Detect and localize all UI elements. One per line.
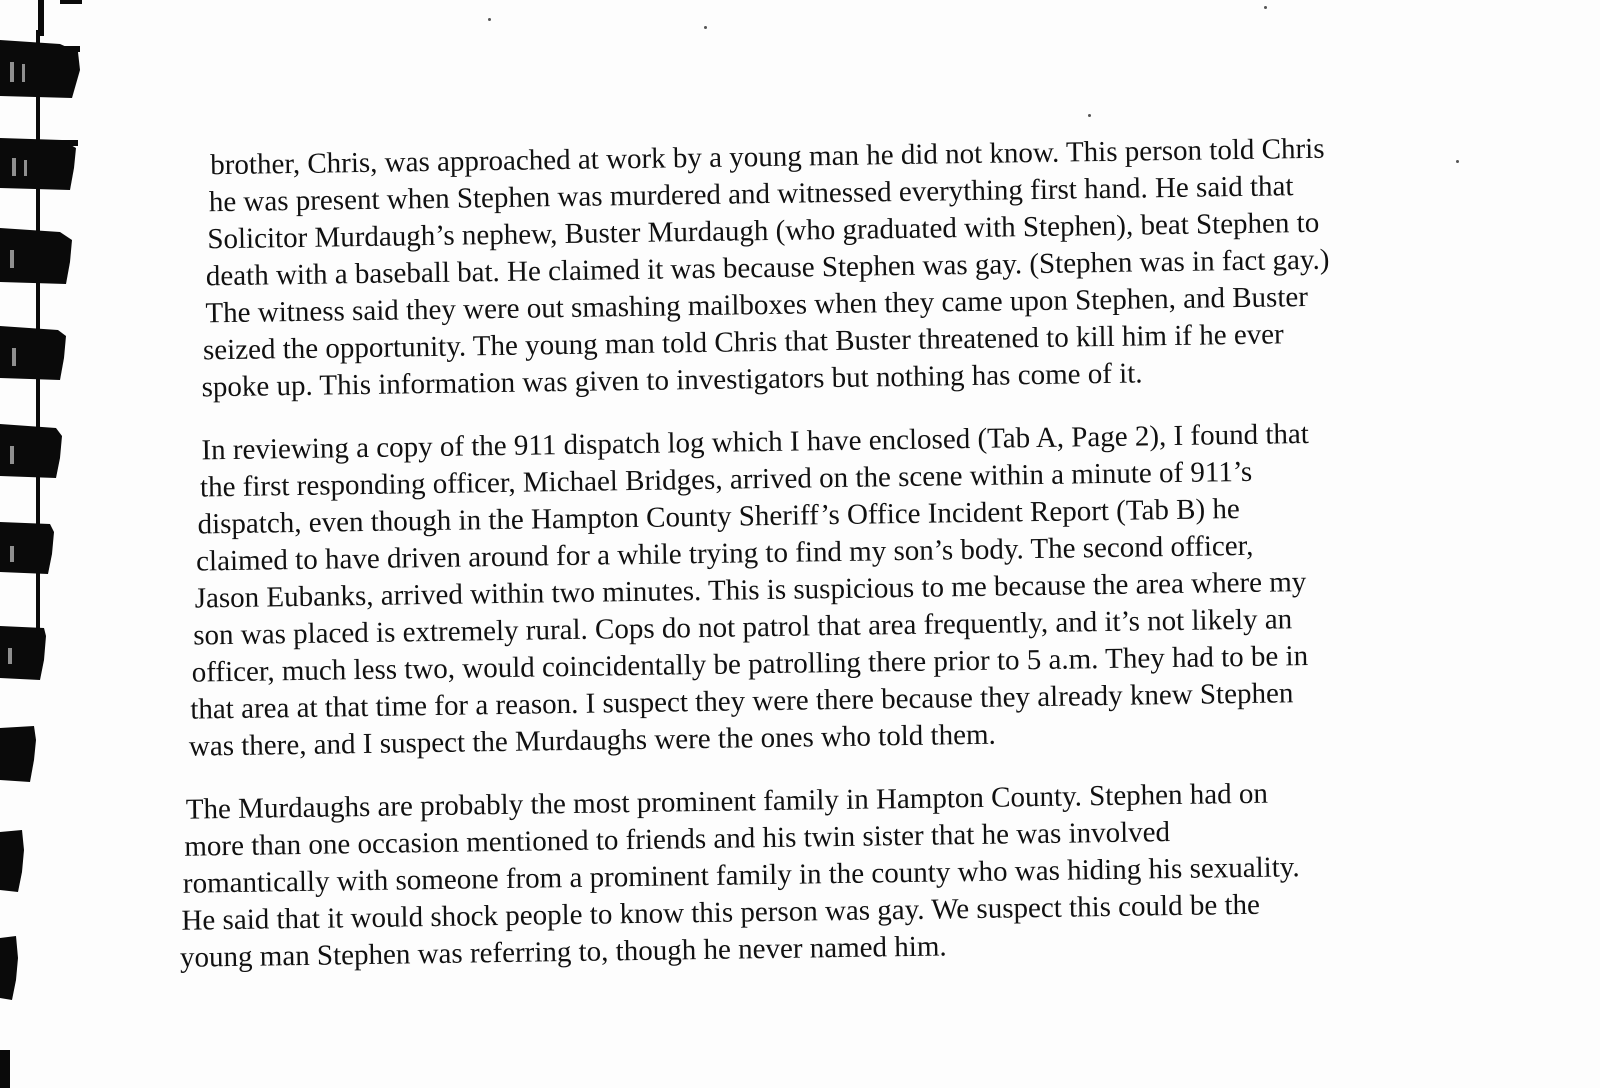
scan-speck — [1088, 114, 1091, 117]
text-line: dispatch, even though in the Hampton County Sheriff’s Office Incident Report (Tab B) he — [197, 493, 1240, 541]
text-line: officer, much less two, would coincidentally be patrolling there prior to 5 a.m. They had to be in — [191, 640, 1309, 689]
text-line: The witness said they were out smashing mailboxes when they came upon Stephen, and Buster — [205, 280, 1309, 330]
text-line: The Murdaughs are probably the most prominent family in Hampton County. Stephen had on — [185, 777, 1269, 826]
text-line: more than one occasion mentioned to friends and his twin sister that he was involved — [184, 816, 1171, 863]
text-line: that area at that time for a reason. I suspect they were there because they already knew Stephen — [190, 677, 1294, 726]
text-line: claimed to have driven around for a while trying to find my son’s body. The second officer, — [195, 529, 1254, 578]
scan-speck — [488, 18, 491, 21]
text-line: He said that it would shock people to know this person was gay. We suspect this could be the — [181, 888, 1261, 937]
text-line: spoke up. This information was given to investigators but nothing has come of it. — [201, 357, 1143, 404]
paragraph — [164, 414, 1469, 766]
text-line: seized the opportunity. The young man told Chris that Buster threatened to kill him if he ever — [202, 318, 1284, 367]
scan-speck — [704, 26, 707, 29]
text-line: romantically with someone from a prominent family in the county who was hiding his sexuality. — [182, 851, 1300, 900]
text-line: Solicitor Murdaugh’s nephew, Buster Murdaugh (who graduated with Stephen), beat Stephen to — [207, 206, 1320, 256]
text-line: the first responding officer, Michael Bridges, arrived on the scene within a minute of 911’s — [199, 455, 1253, 504]
text-line: son was placed is extremely rural. Cops do not patrol that area frequently, and it’s not likely an — [192, 603, 1293, 652]
paragraph — [170, 773, 1473, 977]
spiral-binding-graphic — [0, 0, 90, 1088]
text-line: Jason Eubanks, arrived within two minutes. This is suspicious to me because the area where my — [194, 566, 1307, 615]
text-line: death with a baseball bat. He claimed it was because Stephen was gay. (Stephen was in fact gay.) — [205, 243, 1330, 293]
text-line: was there, and I suspect the Murdaughs were the ones who told them. — [188, 718, 997, 763]
text-line: he was present when Stephen was murdered and witnessed everything first hand. He said that — [208, 170, 1294, 219]
spiral-binding — [0, 0, 90, 1088]
text-line: In reviewing a copy of the 911 dispatch log which I have enclosed (Tab A, Page 2), I found that — [201, 417, 1310, 467]
paragraph — [160, 129, 1464, 407]
text-line: young man Stephen was referring to, though he never named him. — [179, 930, 947, 974]
letter-body — [160, 129, 1473, 1003]
scan-speck — [1264, 6, 1267, 9]
text-line: brother, Chris, was approached at work by a young man he did not know. This person told Chris — [210, 132, 1325, 182]
